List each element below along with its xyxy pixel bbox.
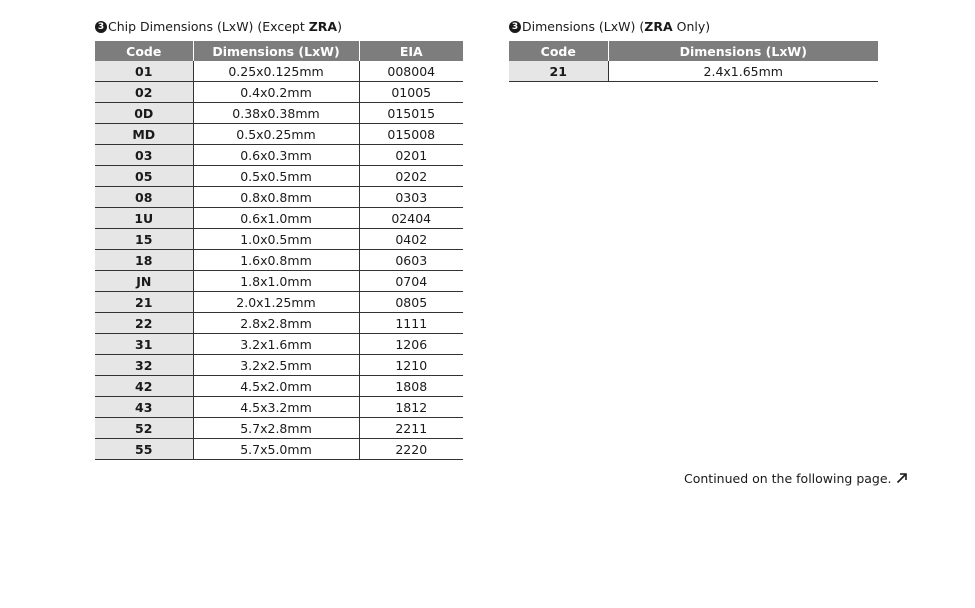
title-bold: ZRA [644,19,673,34]
table-row [95,82,463,103]
code-cell: 18 [95,250,193,271]
title-bold: ZRA [308,19,338,34]
title-text: Chip Dimensions (LxW) (Except [108,19,309,34]
dimensions-cell: 1.8x1.0mm [193,271,359,292]
dimensions-cell: 0.8x0.8mm [193,187,359,208]
table-header-row [95,41,463,61]
eia-cell: 0402 [359,229,463,250]
table-row [95,61,463,82]
code-cell: 1U [95,208,193,229]
eia-cell: 0303 [359,187,463,208]
code-cell: 15 [95,229,193,250]
dimensions-cell: 0.4x0.2mm [193,82,359,103]
table-header-row [509,41,878,61]
dimensions-cell: 0.25x0.125mm [193,61,359,82]
section-title-zra-dimensions [509,19,710,34]
eia-cell: 0704 [359,271,463,292]
table-row [95,124,463,145]
table-row [95,376,463,397]
eia-cell: 015015 [359,103,463,124]
number-badge: 3 [509,21,521,33]
dimensions-cell: 4.5x2.0mm [193,376,359,397]
table-row [509,61,878,82]
zra-dimensions-table [509,41,878,82]
column-header: Code [95,41,193,61]
eia-cell: 1206 [359,334,463,355]
table-row [95,187,463,208]
table-row [95,439,463,460]
code-cell: JN [95,271,193,292]
code-cell: 22 [95,313,193,334]
title-tail: Only) [672,19,711,34]
code-cell: 08 [95,187,193,208]
code-cell: MD [95,124,193,145]
code-cell: 52 [95,418,193,439]
dimensions-cell: 0.6x1.0mm [193,208,359,229]
dimensions-cell: 0.5x0.25mm [193,124,359,145]
code-cell: 42 [95,376,193,397]
code-cell: 31 [95,334,193,355]
code-cell: 02 [95,82,193,103]
eia-cell: 0805 [359,292,463,313]
table-row [95,229,463,250]
dimensions-cell: 1.0x0.5mm [193,229,359,250]
code-cell: 32 [95,355,193,376]
eia-cell: 015008 [359,124,463,145]
eia-cell: 02404 [359,208,463,229]
table-row [95,166,463,187]
dimensions-cell: 0.6x0.3mm [193,145,359,166]
dimensions-cell: 3.2x1.6mm [193,334,359,355]
table-row [95,355,463,376]
table-row [95,145,463,166]
table-row [95,103,463,124]
code-cell: 0D [95,103,193,124]
table-row [95,208,463,229]
eia-cell: 0202 [359,166,463,187]
arrow-up-right-icon [896,472,908,484]
eia-cell: 008004 [359,61,463,82]
dimensions-cell: 0.38x0.38mm [193,103,359,124]
code-cell: 05 [95,166,193,187]
dimensions-cell: 4.5x3.2mm [193,397,359,418]
code-cell: 01 [95,61,193,82]
eia-cell: 1808 [359,376,463,397]
column-header: EIA [359,41,463,61]
title-tail: ) [337,19,342,34]
continued-note [684,471,908,486]
dimensions-cell: 5.7x5.0mm [193,439,359,460]
table-row [95,250,463,271]
eia-cell: 0603 [359,250,463,271]
dimensions-cell: 2.4x1.65mm [608,61,878,82]
section-title-chip-dimensions [95,19,342,34]
column-header: Dimensions (LxW) [608,41,878,61]
title-text: Dimensions (LxW) ( [522,19,645,34]
table-row [95,397,463,418]
dimensions-cell: 5.7x2.8mm [193,418,359,439]
dimensions-cell: 3.2x2.5mm [193,355,359,376]
chip-dimensions-table [95,41,463,460]
eia-cell: 1111 [359,313,463,334]
number-badge: 3 [95,21,107,33]
eia-cell: 2211 [359,418,463,439]
dimensions-cell: 0.5x0.5mm [193,166,359,187]
eia-cell: 1812 [359,397,463,418]
code-cell: 03 [95,145,193,166]
eia-cell: 01005 [359,82,463,103]
eia-cell: 1210 [359,355,463,376]
dimensions-cell: 1.6x0.8mm [193,250,359,271]
eia-cell: 0201 [359,145,463,166]
eia-cell: 2220 [359,439,463,460]
column-header: Code [509,41,608,61]
table-row [95,313,463,334]
table-row [95,292,463,313]
code-cell: 43 [95,397,193,418]
column-header: Dimensions (LxW) [193,41,359,61]
continued-text: Continued on the following page. [684,471,892,486]
code-cell: 55 [95,439,193,460]
dimensions-cell: 2.8x2.8mm [193,313,359,334]
dimensions-cell: 2.0x1.25mm [193,292,359,313]
table-row [95,334,463,355]
code-cell: 21 [509,61,608,82]
table-row [95,271,463,292]
code-cell: 21 [95,292,193,313]
table-row [95,418,463,439]
